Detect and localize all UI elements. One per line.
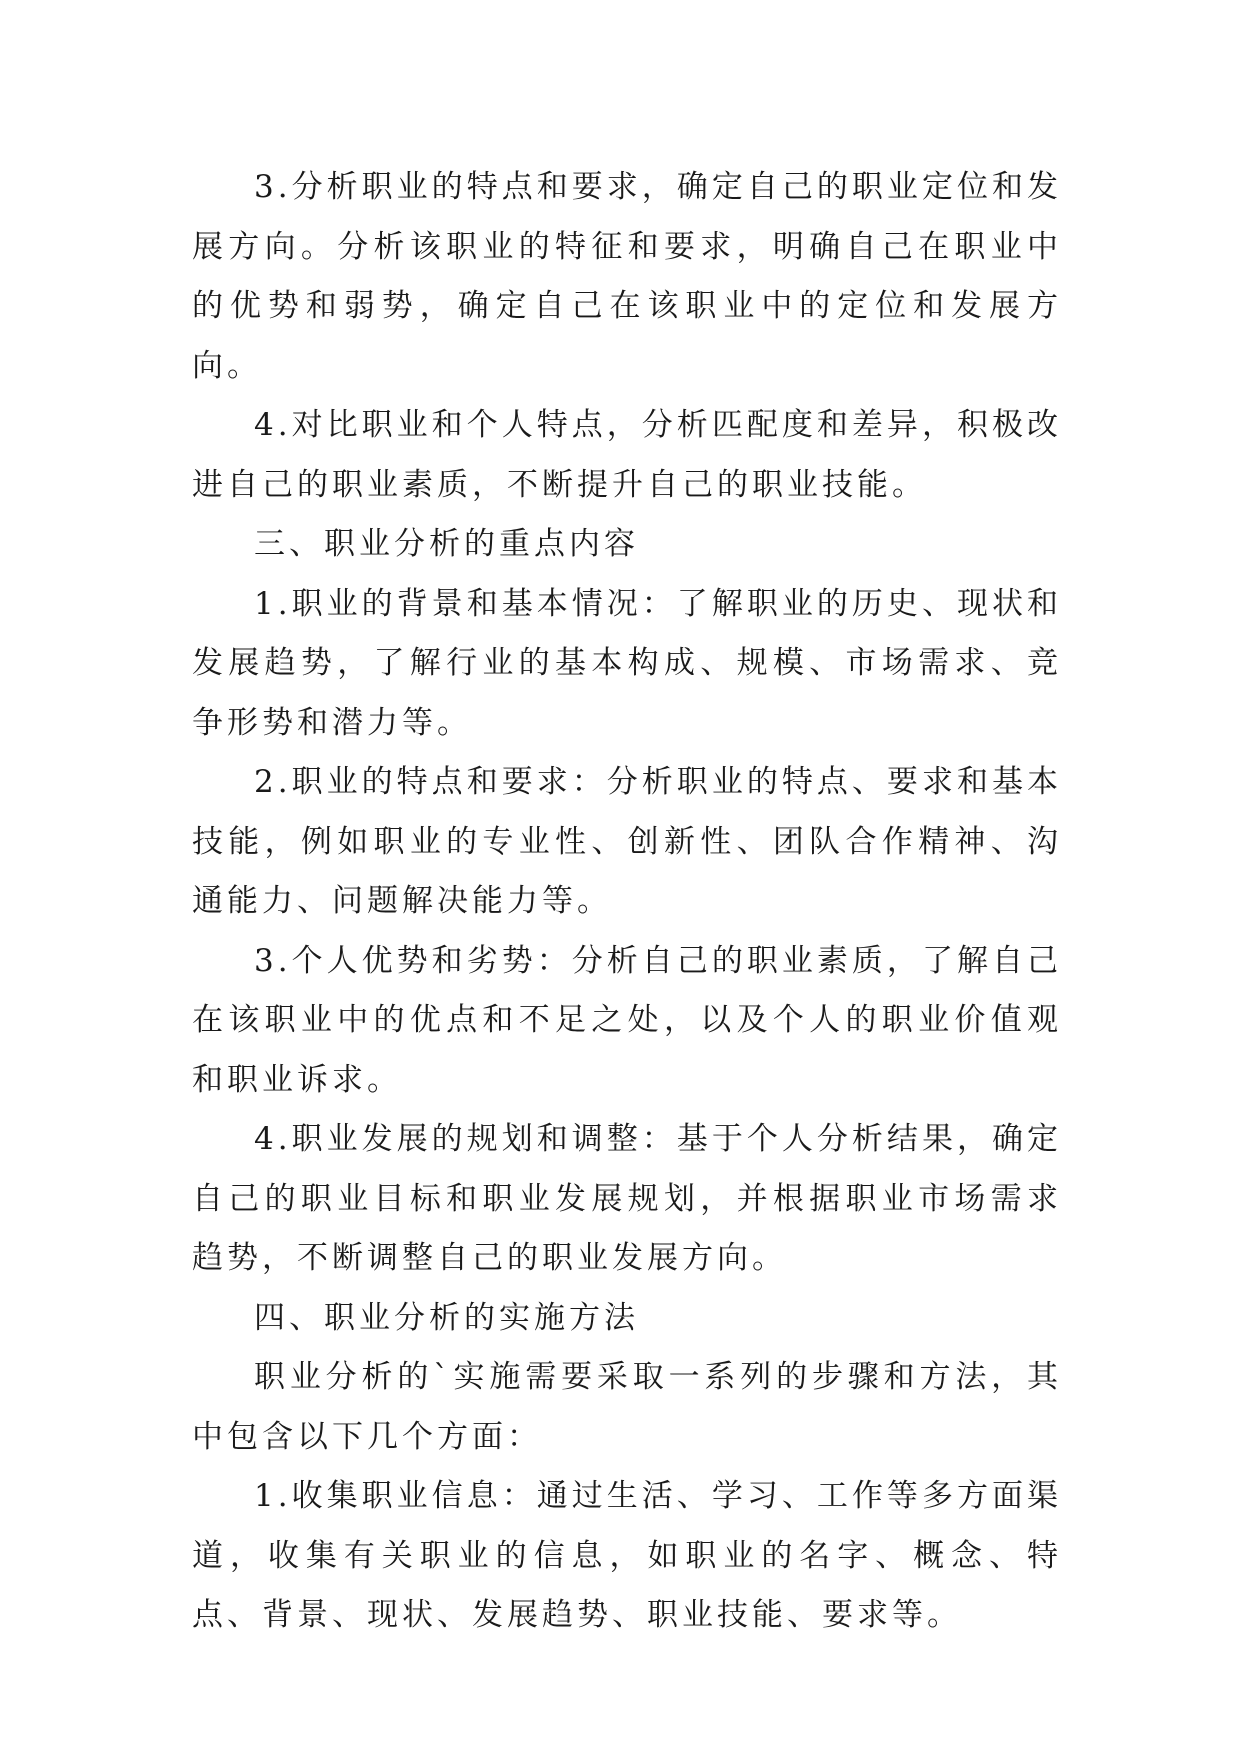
paragraph-career-positioning: 3.分析职业的特点和要求，确定自己的职业定位和发展方向。分析该职业的特征和要求，明确自己在职业中的优势和弱势，确定自己在该职业中的定位和发展方向。 xyxy=(192,169,1062,384)
section-heading-implementation: 四、职业分析的实施方法 xyxy=(254,1299,639,1336)
paragraph-collect-info: 1.收集职业信息：通过生活、学习、工作等多方面渠道，收集有关职业的信息，如职业的名字、概念、特点、背景、现状、发展趋势、职业技能、要求等。 xyxy=(192,1478,1062,1633)
document-page xyxy=(192,158,1062,1646)
paragraph-implementation-intro: 职业分析的`实施需要采取一系列的步骤和方法，其中包含以下几个方面： xyxy=(192,1359,1062,1455)
paragraph-compare-career-personal: 4.对比职业和个人特点，分析匹配度和差异，积极改进自己的职业素质，不断提升自己的职业技能。 xyxy=(192,407,1062,503)
paragraph-strengths-weaknesses: 3.个人优势和劣势：分析自己的职业素质，了解自己在该职业中的优点和不足之处，以及个人的职业价值观和职业诉求。 xyxy=(192,942,1062,1098)
paragraph-career-planning: 4.职业发展的规划和调整：基于个人分析结果，确定自己的职业目标和职业发展规划，并根据职业市场需求趋势，不断调整自己的职业发展方向。 xyxy=(192,1121,1062,1276)
section-heading-key-content: 三、职业分析的重点内容 xyxy=(254,526,639,562)
paragraph-career-characteristics: 2.职业的特点和要求：分析职业的特点、要求和基本技能，例如职业的专业性、创新性、团队合作精神、沟通能力、问题解决能力等。 xyxy=(192,764,1062,919)
paragraph-career-background: 1.职业的背景和基本情况：了解职业的历史、现状和发展趋势，了解行业的基本构成、规模、市场需求、竞争形势和潜力等。 xyxy=(192,585,1062,741)
